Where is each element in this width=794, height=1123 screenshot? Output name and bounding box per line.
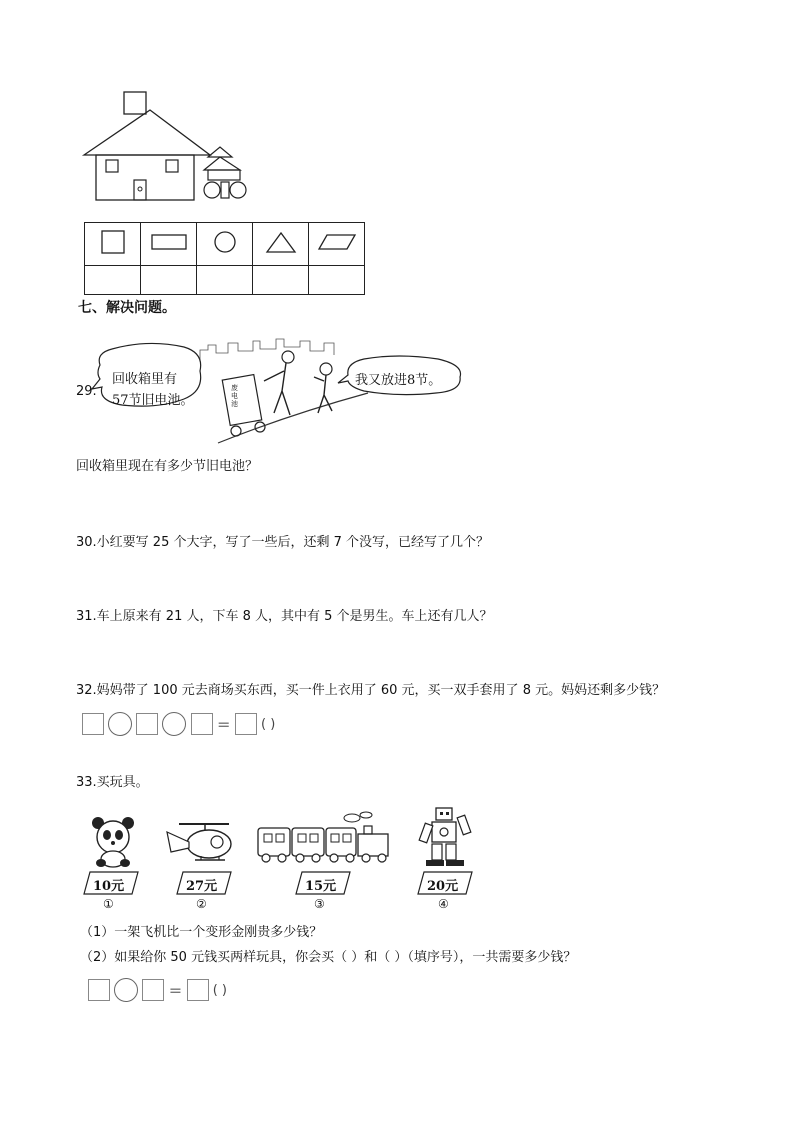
q32-equation-row bbox=[82, 712, 275, 736]
parallelogram-cell bbox=[309, 223, 365, 266]
small-base bbox=[208, 170, 240, 180]
train-toy-picture bbox=[256, 810, 392, 868]
toy-3-price: 15元 bbox=[305, 879, 337, 894]
q32-operator-circle-2[interactable] bbox=[162, 712, 186, 736]
q33-sub2: （2）如果给你 50 元钱买两样玩具，你会买（ ）和（ ）（填序号），一共需要多少钱？ bbox=[80, 950, 577, 965]
house-picture bbox=[80, 90, 250, 205]
kid-body bbox=[314, 375, 332, 413]
wheel-left bbox=[204, 182, 220, 198]
window-left bbox=[106, 160, 118, 172]
q32-text: 32.妈妈带了 100 元去商场买东西，买一件上衣用了 60 元，买一双手套用了 8 元。妈妈还剩多少钱？ bbox=[76, 683, 666, 698]
wheel-middle bbox=[221, 182, 229, 198]
q29-question: 回收箱里现在有多少节旧电池？ bbox=[76, 459, 259, 474]
window-right bbox=[166, 160, 178, 172]
section-title: 七、解决问题。 bbox=[78, 300, 176, 316]
q33-sub1: （1）一架飞机比一个变形金刚贵多少钱？ bbox=[80, 925, 323, 940]
q33-equals-sign: = bbox=[168, 980, 183, 1000]
toy-2-price: 27元 bbox=[186, 879, 218, 894]
q29-left-bubble-line2: 57节旧电池。 bbox=[112, 393, 194, 408]
q29-number: 29. bbox=[76, 384, 97, 399]
q30-text: 30.小红要写 25 个大字，写了一些后，还剩 7 个没写，已经写了几个？ bbox=[76, 535, 490, 550]
toy-1-price: 10元 bbox=[93, 879, 125, 894]
square-icon bbox=[99, 228, 127, 256]
robot-toy-picture bbox=[418, 806, 472, 868]
q33-box-1[interactable] bbox=[88, 979, 110, 1001]
person-body bbox=[264, 363, 290, 415]
small-roof-bottom bbox=[204, 157, 240, 170]
q33-unit-paren[interactable]: ( ) bbox=[212, 982, 227, 998]
q32-box-2[interactable] bbox=[136, 713, 158, 735]
panda-toy-picture bbox=[88, 815, 138, 869]
rectangle-icon bbox=[149, 230, 189, 254]
q32-operator-circle-1[interactable] bbox=[108, 712, 132, 736]
square-answer-cell[interactable] bbox=[85, 266, 141, 295]
triangle-cell bbox=[253, 223, 309, 266]
roof-triangle bbox=[84, 110, 210, 155]
q31-text: 31.车上原来有 21 人，下车 8 人，其中有 5 个是男生。车上还有几人？ bbox=[76, 609, 493, 624]
skyline bbox=[200, 339, 334, 360]
parallelogram-icon bbox=[315, 230, 359, 254]
circle-answer-cell[interactable] bbox=[197, 266, 253, 295]
triangle-icon bbox=[264, 228, 298, 256]
q29-left-bubble-line1: 回收箱里有 bbox=[112, 372, 178, 387]
q32-result-box[interactable] bbox=[235, 713, 257, 735]
q29-right-bubble: 我又放进8节。 bbox=[355, 373, 442, 388]
circle-cell bbox=[197, 223, 253, 266]
q32-box-3[interactable] bbox=[191, 713, 213, 735]
house-body bbox=[96, 155, 194, 200]
q33-result-box[interactable] bbox=[187, 979, 209, 1001]
cart-wheel-left bbox=[231, 426, 241, 436]
door-knob bbox=[138, 187, 142, 191]
circle-icon bbox=[211, 228, 239, 256]
door bbox=[134, 180, 146, 200]
wheel-right bbox=[230, 182, 246, 198]
q32-equals-sign: = bbox=[217, 714, 231, 734]
parallelogram-answer-cell[interactable] bbox=[309, 266, 365, 295]
kid-head bbox=[320, 363, 332, 375]
triangle-answer-cell[interactable] bbox=[253, 266, 309, 295]
q29-box-label: 废电池 bbox=[231, 384, 238, 408]
q33-operator-circle[interactable] bbox=[114, 978, 138, 1002]
shape-count-table bbox=[84, 222, 365, 295]
helicopter-toy-picture bbox=[165, 818, 237, 868]
rectangle-cell bbox=[141, 223, 197, 266]
person-head bbox=[282, 351, 294, 363]
square-cell bbox=[85, 223, 141, 266]
toy-4-price: 20元 bbox=[427, 879, 459, 894]
toy-4-mark: ④ bbox=[438, 897, 449, 911]
recycle-box bbox=[222, 375, 262, 426]
rectangle-answer-cell[interactable] bbox=[141, 266, 197, 295]
chimney-square bbox=[124, 92, 146, 114]
toy-3-mark: ③ bbox=[314, 897, 325, 911]
q33-equation-row bbox=[88, 978, 227, 1002]
q33-title: 33.买玩具。 bbox=[76, 775, 149, 790]
toy-2-mark: ② bbox=[196, 897, 207, 911]
toy-1-mark: ① bbox=[103, 897, 114, 911]
q32-box-1[interactable] bbox=[82, 713, 104, 735]
q32-unit-paren[interactable]: ( ) bbox=[260, 716, 276, 732]
q33-box-2[interactable] bbox=[142, 979, 164, 1001]
